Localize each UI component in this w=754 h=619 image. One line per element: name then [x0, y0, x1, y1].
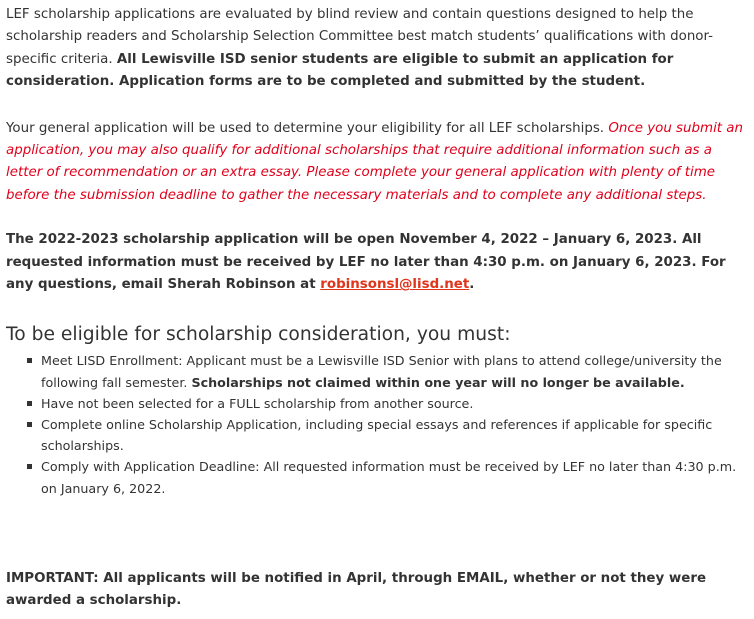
application-dates-paragraph: [6, 229, 748, 296]
square-bullet-icon: [27, 401, 32, 406]
dates-period: .: [469, 277, 475, 293]
eligibility-item-text: Complete online Scholarship Application, including special essays and references if applicable for specific scholarships.: [41, 417, 713, 454]
eligibility-item-bold: Scholarships not claimed within one year will no longer be available.: [191, 374, 685, 390]
eligibility-list: [6, 350, 748, 498]
contact-email-link[interactable]: robinsonsl@lisd.net: [320, 277, 470, 293]
eligibility-item-text: Meet LISD Enrollment: Applicant must be a Lewisville ISD Senior with plans to attend college/university the following fall semester.: [41, 353, 722, 390]
square-bullet-icon: [27, 464, 32, 469]
important-notice: IMPORTANT: All applicants will be notified in April, through EMAIL, whether or not they were awarded a scholarship.: [6, 570, 707, 609]
eligibility-item-deadline: [41, 456, 748, 498]
square-bullet-icon: [27, 422, 32, 427]
application-dates-text: The 2022-2023 scholarship application will be open November 4, 2022 – January 6, 2023. All requested information must be received by LEF no later than 4:30 p.m. on January 6, 2023. For any questions, email Sherah Robinson at: [6, 232, 726, 293]
additional-scholarships-note: Once you submit an application, you may also qualify for additional scholarships that require additional information such as a letter of recommendation or an extra essay. Please complete your general application with plenty of time before the submission deadline to gather the necessary materials and to complete any additional steps.: [6, 120, 743, 203]
eligibility-item-full-scholarship: [41, 393, 748, 414]
eligibility-item-text: Have not been selected for a FULL scholarship from another source.: [41, 395, 474, 411]
intro-paragraph: [6, 4, 748, 94]
general-application-paragraph: [6, 118, 748, 208]
intro-eligibility-note: All Lewisville ISD senior students are eligible to submit an application for consideration. Application forms are to be completed and submitted by the student.: [6, 51, 674, 90]
square-bullet-icon: [27, 358, 32, 363]
eligibility-item-enrollment: [41, 350, 748, 392]
eligibility-item-online-application: [41, 414, 748, 456]
eligibility-heading: To be eligible for scholarship consideration, you must:: [6, 324, 511, 346]
intro-text: LEF scholarship applications are evaluated by blind review and contain questions designed to help the scholarship readers and Scholarship Selection Committee best match students’ qualifications with donor-specific criteria.: [6, 7, 713, 67]
eligibility-item-text: Comply with Application Deadline: All requested information must be received by LEF no later than 4:30 p.m. on January 6, 2022.: [41, 459, 737, 496]
general-application-text: Your general application will be used to determine your eligibility for all LEF scholarships.: [6, 120, 609, 136]
